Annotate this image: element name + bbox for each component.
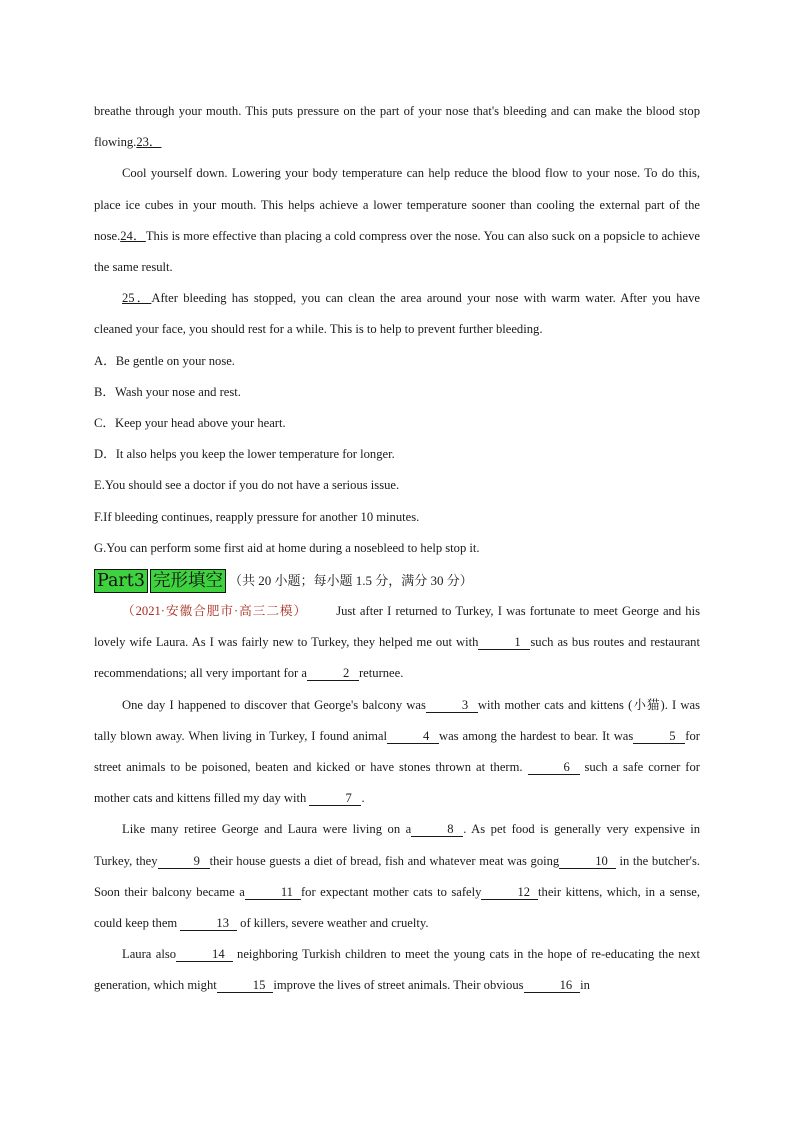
cloze-blank: 14 <box>176 947 233 962</box>
answer-blank-25: 25． <box>122 291 152 306</box>
cloze-blank: 2 <box>307 666 359 681</box>
option-c: C．Keep your head above your heart. <box>94 416 286 431</box>
source-tag: （2021·安徽合肥市·高三二模） <box>122 604 308 619</box>
answer-blank-23: 23． <box>136 135 162 150</box>
answer-blank-24: 24． <box>120 228 146 243</box>
cloze-blank: 11 <box>245 885 301 900</box>
cloze-blank: 15 <box>217 978 274 993</box>
option-f: F.If bleeding continues, reapply pressure for another 10 minutes. <box>94 509 420 524</box>
option-d: D．It also helps you keep the lower temperature for longer. <box>94 447 395 462</box>
option-list <box>94 346 700 564</box>
passage-paragraph-2: Cool yourself down. Lowering your body temperature can help reduce the blood flow to your nose. To do this, place ice cubes in your mouth. This helps achieve a lower temperature sooner than cooling the external part of the nose.24．This is more effective than placing a cold compress over the nose. You can also suck on a popsicle to achieve the same result. <box>94 166 701 275</box>
cloze-blank: 10 <box>559 854 616 869</box>
cloze-blank: 4 <box>387 729 439 744</box>
option-b: B．Wash your nose and rest. <box>94 384 241 399</box>
section-header <box>94 566 700 596</box>
cloze-paragraph-1: （2021·安徽合肥市·高三二模） Just after I returned to Turkey, I was fortunate to meet George and his lovely wife Laura. As I was fairly new to Turkey, they helped me out with 1 such as bus routes and restaurant recommendations; all very important for a 2 returnee. <box>94 604 700 681</box>
cloze-paragraph-2: One day I happened to discover that George's balcony was 3 with mother cats and kittens (小猫). I was tally blown away. When living in Turkey, I found animal 4 was among the hardest to bear. It was 5 for street animals to be poisoned, beaten and kicked or have stones thrown at therm. 6 such a safe corner for mother cats and kittens filled my day with 7 . <box>94 697 700 806</box>
cloze-blank: 13 <box>180 916 237 931</box>
cloze-paragraph-3: Like many retiree George and Laura were living on a 8 . As pet food is generally very expensive in Turkey, they 9 their house guests a diet of bread, fish and whatever meat was going 10 in the butcher's. Soon their balcony became a 11 for expectant mother cats to safely 12 their kittens, which, in a sense, could keep them 13 of killers, severe weather and cruelty. <box>94 822 700 931</box>
option-e: E.You should see a doctor if you do not have a serious issue. <box>94 478 400 493</box>
cloze-paragraph-4: Laura also 14 neighboring Turkish children to meet the young cats in the hope of re-educating the next generation, which might 15 improve the lives of street animals. Their obvious 16 in <box>94 947 700 993</box>
part-label: Part3 <box>94 569 148 593</box>
part-title: 完形填空 <box>150 569 226 593</box>
cloze-blank: 1 <box>478 635 530 650</box>
option-g: G.You can perform some first aid at home during a nosebleed to help stop it. <box>94 540 480 555</box>
cloze-blank: 16 <box>524 978 581 993</box>
cloze-blank: 9 <box>158 854 210 869</box>
cloze-blank: 6 <box>528 760 580 775</box>
cloze-blank: 5 <box>633 729 685 744</box>
passage-paragraph-1: breathe through your mouth. This puts pressure on the part of your nose that's bleeding and can make the blood stop flowing.23． <box>94 104 700 150</box>
option-a: A．Be gentle on your nose. <box>94 353 235 368</box>
part-score-note: （共 20 小题；每小题 1.5 分，满分 30 分） <box>228 573 473 589</box>
passage-paragraph-3: 25．After bleeding has stopped, you can clean the area around your nose with warm water. After you have cleaned your face, you should rest for a while. This is to help to prevent further bleeding. <box>94 291 700 337</box>
cloze-blank: 12 <box>481 885 538 900</box>
cloze-blank: 8 <box>411 822 463 837</box>
cloze-blank: 3 <box>426 698 478 713</box>
document-content <box>94 96 700 1002</box>
cloze-blank: 7 <box>309 791 361 806</box>
